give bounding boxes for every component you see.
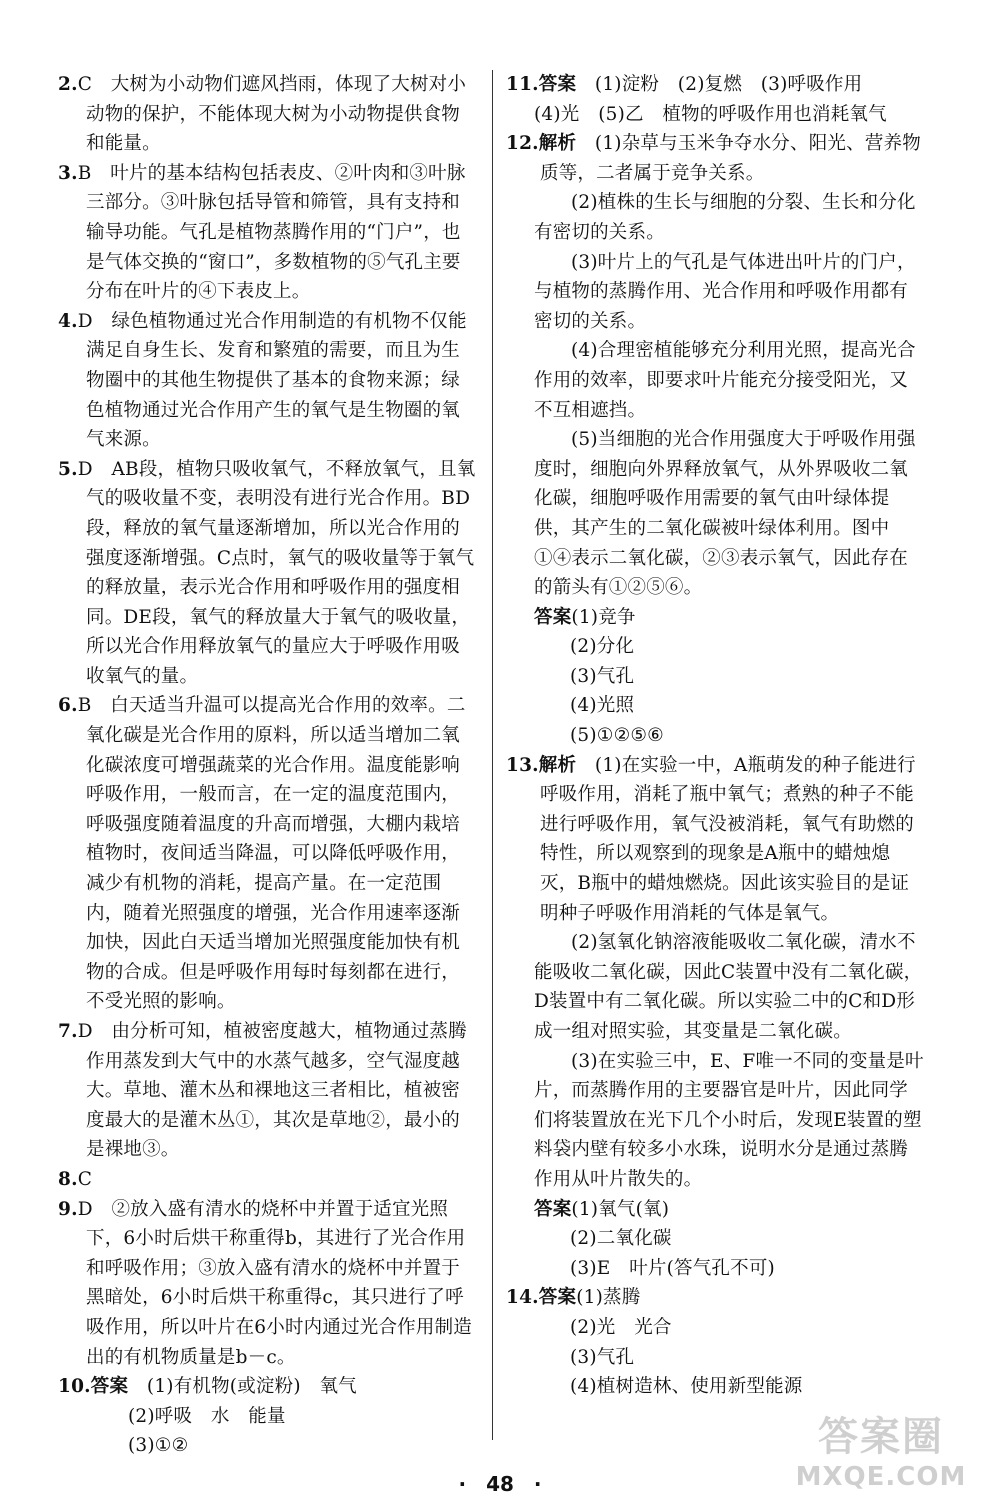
question-12-para-2: (2)植株的生长与细胞的分裂、生长和分化有密切的关系。 — [534, 192, 916, 243]
question-10-answer-3: (3)①② — [128, 1435, 189, 1457]
question-13-para-2: (2)氢氧化钠溶液能吸收二氧化碳，清水不能吸收二氧化碳，因此C装置中没有二氧化碳，D装置中有二氧化碳。所以实验二中的C和D形成一组对照实验，其变量是二氧化碳。 — [534, 932, 923, 1042]
question-12-para-3: (3)叶片上的气孔是气体进出叶片的门户，与植物的蒸腾作用、光合作用和呼吸作用都有密切的关系。 — [534, 251, 916, 332]
column-divider — [492, 70, 493, 1440]
question-13-para-3: (3)在实验三中，E、F唯一不同的变量是叶片，而蒸腾作用的主要器官是叶片，因此同学们将装置放在光下几个小时后，发现E装置的塑料袋内壁有较多小水珠，说明水分是通过蒸腾作用从叶片散失的。 — [534, 1050, 924, 1190]
question-7: 7.D 由分析可知，植被密度越大，植物通过蒸腾作用蒸发到大气中的水蒸气越多，空气湿度越大。草地、灌木丛和裸地这三者相比，植被密度最大的是灌木丛①，其次是草地②，最小的是裸地③。 — [58, 1021, 467, 1161]
page-number: · 48 · — [458, 1472, 542, 1496]
watermark-title: 答案圈 — [818, 1414, 944, 1460]
question-10-answer-2: (2)呼吸 水 能量 — [128, 1405, 286, 1427]
question-12-answer-2: (2)分化 — [570, 636, 635, 658]
question-13: 13.解析 (1)在实验一中，A瓶萌发的种子能进行呼吸作用，消耗了瓶中氧气；煮熟的种子不能进行呼吸作用，氧气没被消耗，氧气有助燃的特性，所以观察到的现象是A瓶中的蜡烛熄灭，B瓶中的蜡烛燃烧。因此该实验目的是证明种子呼吸作用消耗的气体是氧气。 — [506, 754, 916, 924]
question-13-answer-3: (3)E 叶片(答气孔不可) — [570, 1257, 775, 1279]
question-2: 2.C 大树为小动物们遮风挡雨，体现了大树对小动物的保护，不能体现大树为小动物提供食物和能量。 — [58, 74, 467, 155]
watermark-url: MXQE.COM — [795, 1462, 967, 1492]
left-column — [58, 70, 478, 1461]
question-13-answer: 答案(1)氧气(氧) — [534, 1198, 670, 1220]
watermark-logo — [786, 1405, 976, 1495]
question-12-para-5: (5)当细胞的光合作用强度大于呼吸作用强度时，细胞向外界释放氧气，从外界吸收二氧化碳，细胞呼吸作用需要的氧气由叶绿体提供，其产生的二氧化碳被叶绿体利用。图中①④表示二氧化碳，②③表示氧气，因此存在的箭头有①②⑤⑥。 — [534, 429, 916, 599]
question-4: 4.D 绿色植物通过光合作用制造的有机物不仅能满足自身生长、发育和繁殖的需要，而且为生物圈中的其他生物提供了基本的食物来源；绿色植物通过光合作用产生的氧气是生物圈的氧气来源。 — [58, 310, 467, 451]
question-12: 12.解析 (1)杂草与玉米争夺水分、阳光、营养物质等，二者属于竞争关系。 — [506, 133, 921, 184]
question-14-answer-3: (3)气孔 — [570, 1346, 635, 1368]
question-6: 6.B 白天适当升温可以提高光合作用的效率。二氧化碳是光合作用的原料，所以适当增加二氧化碳浓度可增强蔬菜的光合作用。温度能影响呼吸作用，一般而言，在一定的温度范围内，呼吸强度随着温度的升高而增强，大棚内栽培植物时，夜间适当降温，可以降低呼吸作用，减少有机物的消耗，提高产量。在一定范围内，随着光照强度的增强，光合作用速率逐渐加快，因此白天适当增加光照强度能加快有机物的合成。但是呼吸作用每时每刻都在进行，不受光照的影响。 — [58, 695, 466, 1013]
question-9: 9.D ②放入盛有清水的烧杯中并置于适宜光照下，6小时后烘干称重得b，其进行了光合作用和呼吸作用；③放入盛有清水的烧杯中并置于黑暗处，6小时后烘干称重得c，其只进行了呼吸作用，所以叶片在6小时内通过光合作用制造出的有机物质量是b－c。 — [58, 1198, 472, 1368]
question-11: 11.答案 (1)淀粉 (2)复燃 (3)呼吸作用 — [506, 74, 863, 95]
question-5: 5.D AB段，植物只吸收氧气，不释放氧气，且氧气的吸收量不变，表明没有进行光合作用。BD段，释放的氧气量逐渐增加，所以光合作用的强度逐渐增强。C点时，氧气的吸收量等于氧气的释放量，表示光合作用和呼吸作用的强度相同。DE段，氧气的释放量大于氧气的吸收量，所以光合作用释放氧气的量应大于呼吸作用吸收氧气的量。 — [58, 458, 476, 687]
question-14-answer-4: (4)植树造林、使用新型能源 — [570, 1376, 803, 1398]
question-12-answer: 答案(1)竞争 — [534, 606, 636, 628]
question-8: 8.C — [58, 1168, 93, 1190]
question-10: 10.答案 (1)有机物(或淀粉) 氧气 — [58, 1376, 357, 1398]
question-12-answer-5: (5)①②⑤⑥ — [570, 725, 664, 747]
right-column — [506, 70, 926, 1402]
question-14: 14.答案(1)蒸腾 — [506, 1287, 641, 1309]
question-3: 3.B 叶片的基本结构包括表皮、②叶肉和③叶脉三部分。③叶脉包括导管和筛管，具有支持和输导功能。气孔是植物蒸腾作用的“门户”，也是气体交换的“窗口”，多数植物的⑤气孔主要分布在叶片的④下表皮上。 — [58, 162, 466, 303]
question-14-answer-2: (2)光 光合 — [570, 1316, 672, 1338]
question-11-line-2: (4)光 (5)乙 植物的呼吸作用也消耗氧气 — [534, 103, 887, 125]
question-12-answer-4: (4)光照 — [570, 695, 635, 717]
question-12-answer-3: (3)气孔 — [570, 665, 635, 687]
question-13-answer-2: (2)二氧化碳 — [570, 1228, 672, 1250]
question-12-para-4: (4)合理密植能够充分利用光照，提高光合作用的效率，即要求叶片能充分接受阳光，又不互相遮挡。 — [534, 340, 916, 421]
